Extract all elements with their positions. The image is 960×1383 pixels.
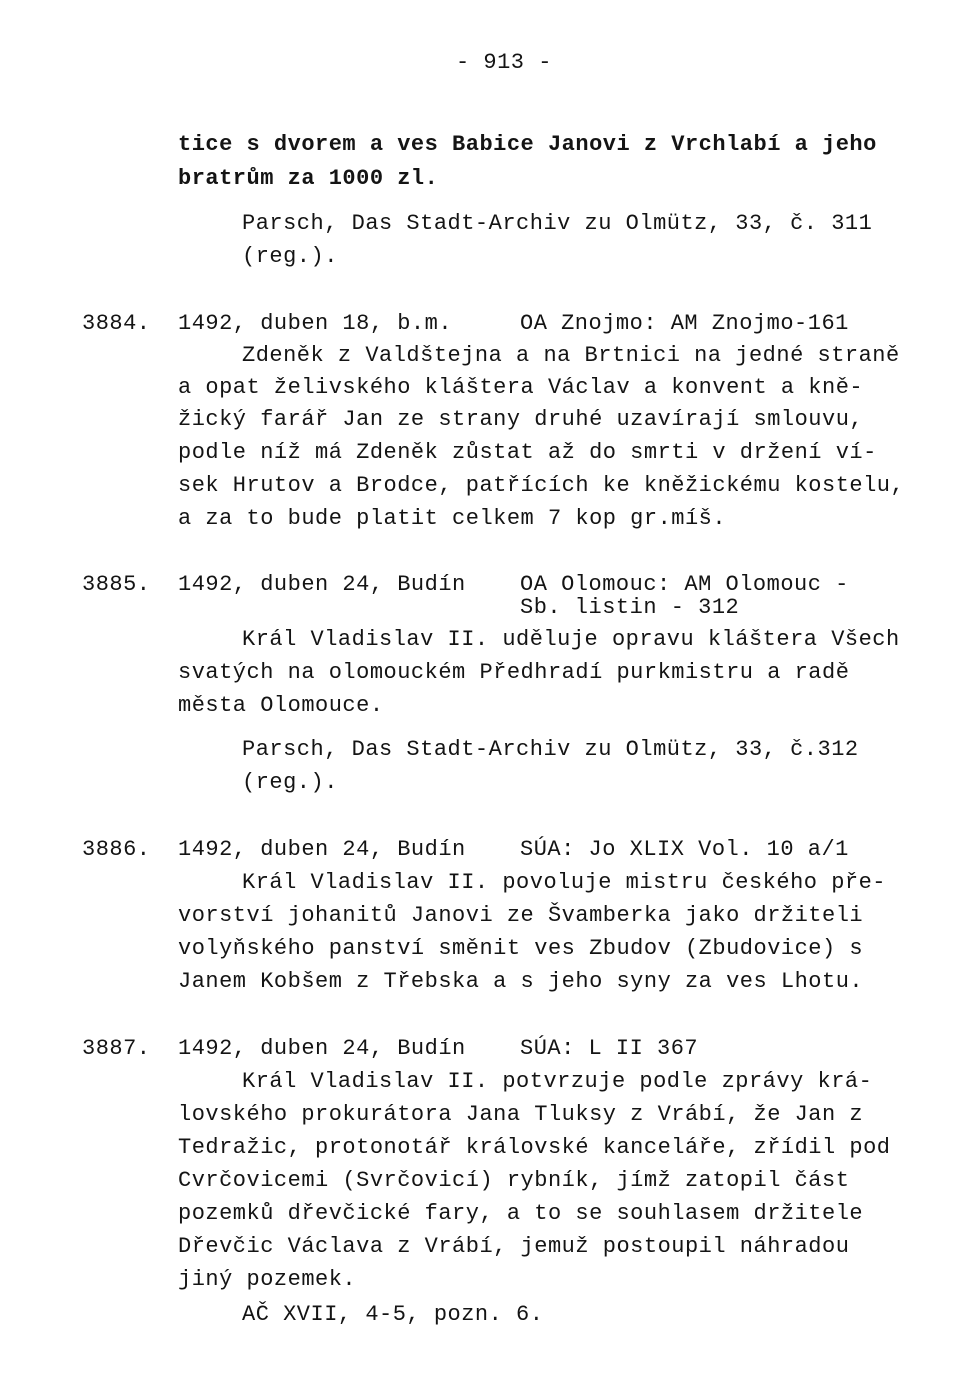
entry-archive: OA Znojmo: AM Znojmo-161: [520, 311, 849, 336]
intro-reference: (reg.).: [242, 244, 338, 269]
entry-number: 3887.: [82, 1036, 151, 1061]
entry-text-line: Tedražic, protonotář královské kanceláře, zřídil pod: [178, 1135, 891, 1160]
entry-text-line: Král Vladislav II. potvrzuje podle zprávy krá-: [242, 1069, 873, 1094]
entry-text-line: jiný pozemek.: [178, 1267, 357, 1292]
page-number: - 913 -: [456, 50, 552, 75]
entry-reference: AČ XVII, 4-5, pozn. 6.: [242, 1302, 544, 1327]
intro-line: bratrům za 1000 zl.: [178, 166, 439, 191]
entry-text-line: podle níž má Zdeněk zůstat až do smrti v držení ví-: [178, 440, 877, 465]
intro-reference: Parsch, Das Stadt-Archiv zu Olmütz, 33, č. 311: [242, 211, 873, 236]
entry-text-line: Zdeněk z Valdštejna a na Brtnici na jedné straně: [242, 343, 900, 368]
entry-text-line: Král Vladislav II. povoluje mistru českého pře-: [242, 870, 887, 895]
entry-text-line: vorství johanitů Janovi ze Švamberka jako držiteli: [178, 903, 864, 928]
intro-line: tice s dvorem a ves Babice Janovi z Vrchlabí a jeho: [178, 132, 877, 157]
entry-text-line: žický farář Jan ze strany druhé uzavírají smlouvu,: [178, 407, 864, 432]
entry-text-line: Janem Kobšem z Třebska a s jeho syny za ves Lhotu.: [178, 969, 864, 994]
entry-date: 1492, duben 24, Budín: [178, 1036, 466, 1061]
entry-date: 1492, duben 24, Budín: [178, 837, 466, 862]
entry-text-line: svatých na olomouckém Předhradí purkmistru a radě: [178, 660, 850, 685]
entry-text-line: a za to bude platit celkem 7 kop gr.míš.: [178, 506, 727, 531]
entry-reference: (reg.).: [242, 770, 338, 795]
entry-number: 3884.: [82, 311, 151, 336]
entry-archive: SÚA: L II 367: [520, 1036, 699, 1061]
entry-archive: OA Olomouc: AM Olomouc -: [520, 572, 849, 597]
entry-number: 3886.: [82, 837, 151, 862]
entry-text-line: volyňského panství směnit ves Zbudov (Zbudovice) s: [178, 936, 864, 961]
entry-text-line: města Olomouce.: [178, 693, 384, 718]
entry-text-line: Dřevčic Václava z Vrábí, jemuž postoupil náhradou: [178, 1234, 850, 1259]
entry-text-line: a opat želivského kláštera Václav a konvent a kně-: [178, 375, 864, 400]
entry-text-line: Cvrčovicemi (Svrčovicí) rybník, jímž zatopil část: [178, 1168, 850, 1193]
entry-date: 1492, duben 18, b.m.: [178, 311, 453, 336]
entry-text-line: sek Hrutov a Brodce, patřících ke kněžickému kostelu,: [178, 473, 905, 498]
entry-archive-line2: Sb. listin - 312: [520, 595, 740, 620]
entry-archive: SÚA: Jo XLIX Vol. 10 a/1: [520, 837, 849, 862]
entry-date: 1492, duben 24, Budín: [178, 572, 466, 597]
entry-reference: Parsch, Das Stadt-Archiv zu Olmütz, 33, č.312: [242, 737, 859, 762]
entry-text-line: lovského prokurátora Jana Tluksy z Vrábí, že Jan z: [178, 1102, 864, 1127]
entry-text-line: pozemků dřevčické fary, a to se souhlasem držitele: [178, 1201, 864, 1226]
entry-text-line: Král Vladislav II. uděluje opravu kláštera Všech: [242, 627, 900, 652]
entry-number: 3885.: [82, 572, 151, 597]
